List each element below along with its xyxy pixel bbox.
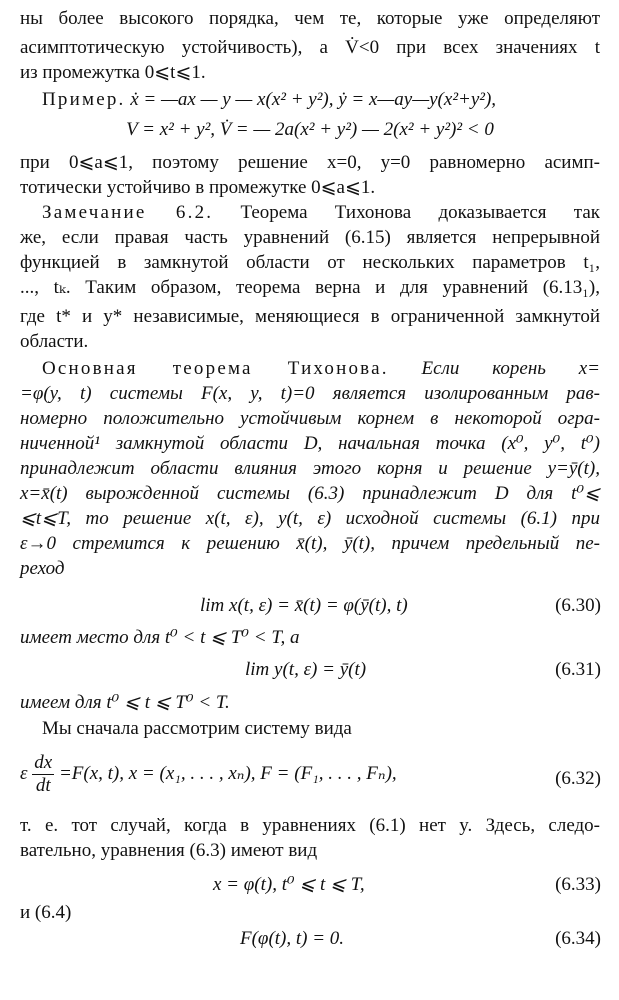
- theorem-text-line: реход: [20, 558, 65, 579]
- equation-number: (6.32): [555, 768, 601, 789]
- text-line: где t* и y* независимые, меняющиеся в ограниченной замкнутой: [20, 306, 600, 327]
- text-line: Мы сначала рассмотрим систему вида: [42, 718, 352, 739]
- theorem-line: Основная теорема Тихонова. Если корень x=: [42, 358, 601, 379]
- example-equation: ẋ = —ax — y — x(x² + y²), ẏ = x—ay—y(x²+y²),: [130, 89, 497, 110]
- text-line: тотически устойчиво в промежутке 0⩽a⩽1.: [20, 177, 376, 198]
- equation-number: (6.34): [555, 928, 601, 949]
- equation-number: (6.30): [555, 595, 601, 616]
- theorem-text-line: =φ(y, t) системы F(x, y, t)=0 является изолированным рав-: [20, 383, 600, 404]
- example-label: Пример.: [42, 89, 126, 110]
- example-line: [20, 87, 600, 113]
- text-line: имеет место для t⁰ < t ⩽ T⁰ < T, а: [20, 627, 300, 648]
- equation-6-33: x = φ(t), t⁰ ⩽ t ⩽ T,: [213, 874, 365, 895]
- text-line: области.: [20, 331, 89, 352]
- theorem-text-line: номерно положительно устойчивым корнем в некоторой огра-: [20, 408, 600, 429]
- text-line: т. е. тот случай, когда в уравнениях (6.1) нет y. Здесь, следо-: [20, 815, 600, 836]
- theorem-label: Основная теорема Тихонова.: [42, 358, 389, 379]
- remark-label: Замечание 6.2.: [42, 202, 214, 223]
- theorem-text-line: принадлежит области влияния этого корня и решение y=ȳ(t),: [20, 458, 600, 479]
- fraction-dx-dt: $\frac{dx}{dt}$: [34, 752, 53, 796]
- text-line: из промежутка 0⩽t⩽1.: [20, 62, 206, 83]
- remark-line: Замечание 6.2. Теорема Тихонова доказывается так: [42, 202, 600, 223]
- theorem-text-line: ⩽t⩽T, то решение x(t, ε), y(t, ε) исходной системы (6.1) при: [20, 508, 600, 529]
- text-line: функцией в замкнутой области от нескольких параметров t₁,: [20, 252, 600, 273]
- text-line: вательно, уравнения (6.3) имеют вид: [20, 840, 318, 861]
- theorem-text-line: x=x̄(t) вырожденной системы (6.3) принадлежит D для t⁰⩽: [20, 483, 600, 504]
- text-line: же, если правая часть уравнений (6.15) является непрерывной: [20, 227, 600, 248]
- equation-6-34: F(φ(t), t) = 0.: [240, 928, 345, 949]
- text-line: при 0⩽a⩽1, поэтому решение x=0, y=0 равномерно асимп-: [20, 152, 600, 173]
- theorem-text-line: ниченной¹ замкнутой области D, начальная точка (x⁰, y⁰, t⁰): [20, 433, 600, 454]
- theorem-text-line: ε→0 стремится к решению x̄(t), ȳ(t), причем предельный пе-: [20, 533, 600, 554]
- lyapunov-equation: V = x² + y², V̇ = — 2a(x² + y²) — 2(x² + y²)² < 0: [126, 119, 494, 140]
- text-line: асимптотическую устойчивость), а V̇<0 при всех значениях t: [20, 37, 600, 58]
- text-line: имеем для t⁰ ⩽ t ⩽ T⁰ < T.: [20, 692, 230, 713]
- equation-6-31: lim y(t, ε) = ȳ(t): [245, 659, 367, 680]
- equation-6-30: lim x(t, ε) = x̄(t) = φ(ȳ(t), t): [200, 595, 408, 616]
- equation-6-32: ε $\frac{dx}{dt}$ =F(x, t), x = (x₁, . . . , xₙ), F = (F₁, . . . , Fₙ),: [20, 752, 397, 796]
- text-line: ..., tₖ. Таким образом, теорема верна и для уравнений (6.13₁),: [20, 277, 600, 298]
- text-line: ны более высокого порядка, чем те, которые уже определяют: [20, 8, 600, 29]
- equation-number: (6.33): [555, 874, 601, 895]
- equation-number: (6.31): [555, 659, 601, 680]
- text-line: и (6.4): [20, 902, 72, 923]
